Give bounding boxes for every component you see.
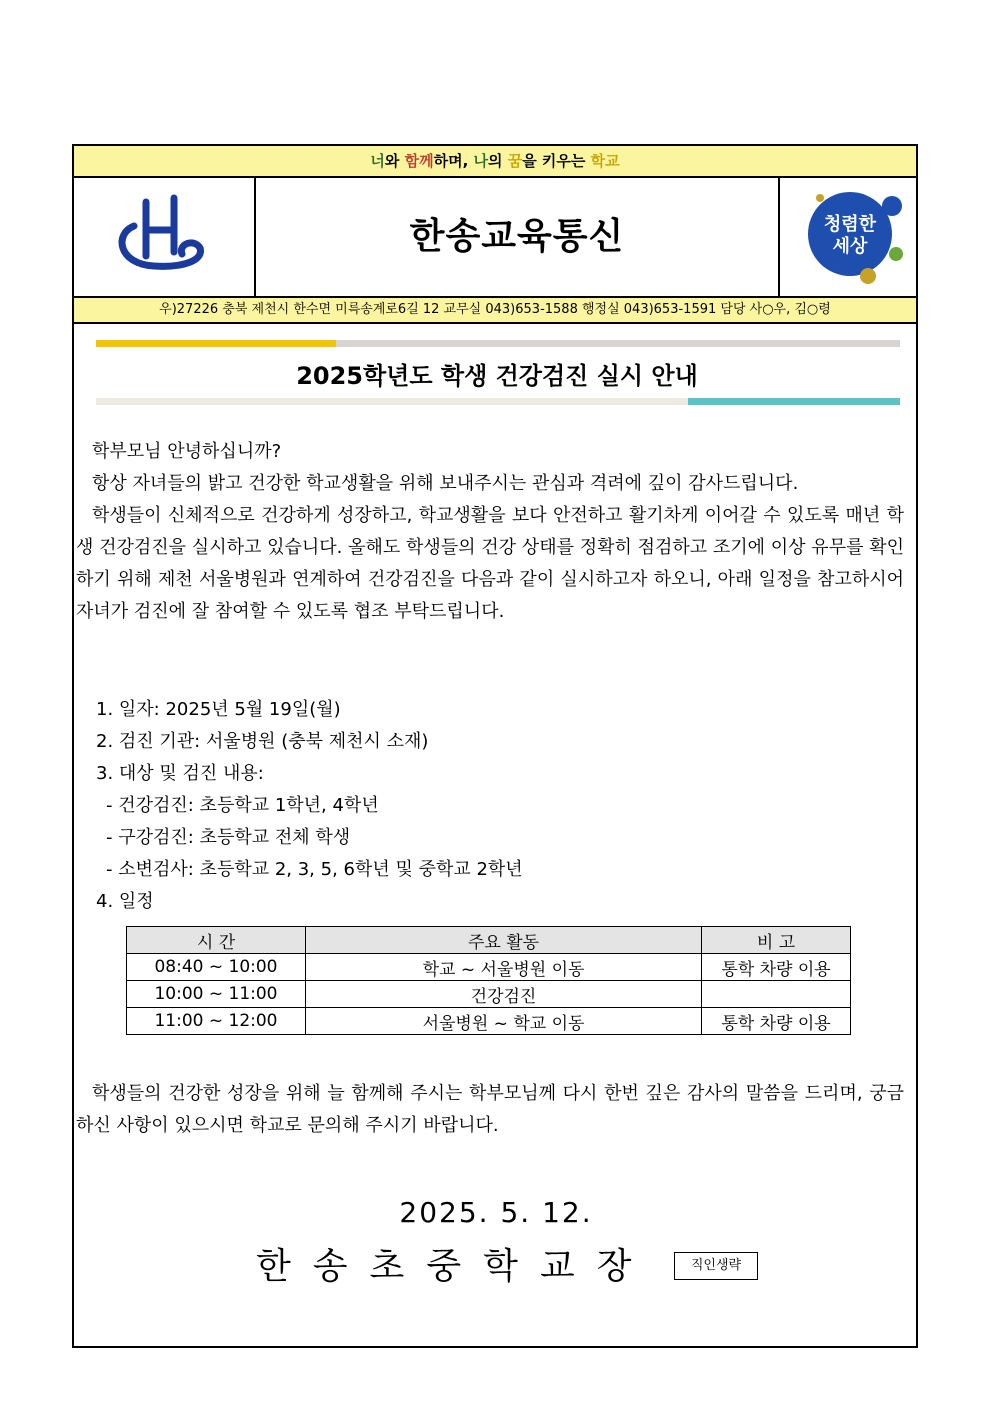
table-row xyxy=(127,954,851,981)
schedule-header-row xyxy=(127,927,851,954)
title-bar-top-yellow xyxy=(96,340,336,347)
letter-body xyxy=(76,436,904,628)
item-sub-urine: - 소변검사: 초등학교 2, 3, 5, 6학년 및 중학교 2학년 xyxy=(106,859,523,880)
item-sub-checkup: - 건강검진: 초등학교 1학년, 4학년 xyxy=(106,795,379,816)
school-logo-icon xyxy=(74,178,254,296)
cell-activity: 서울병원 ~ 학교 이동 xyxy=(306,1008,702,1035)
cell-note xyxy=(702,981,851,1008)
table-row xyxy=(127,981,851,1008)
emblem-text-line: 세상 xyxy=(832,236,868,257)
principal-signature: 한송초중학교장 xyxy=(256,1246,654,1287)
cell-time: 10:00 ~ 11:00 xyxy=(127,981,306,1008)
slogan-part: 하며, xyxy=(433,152,474,170)
header-activity: 주요 활동 xyxy=(306,927,702,954)
paragraph-thanks: 항상 자녀들의 밝고 건강한 학교생활을 위해 보내주시는 관심과 격려에 깊이 감사드립니다. xyxy=(92,473,799,494)
header-note: 비 고 xyxy=(702,927,851,954)
item-schedule: 4. 일정 xyxy=(96,891,154,912)
cell-activity: 건강검진 xyxy=(306,981,702,1008)
slogan-part: 함께 xyxy=(404,152,434,170)
seal-omitted-stamp: 직인생략 xyxy=(674,1252,758,1280)
cell-activity: 학교 ~ 서울병원 이동 xyxy=(306,954,702,981)
slogan-part: 학교 xyxy=(590,152,620,170)
paragraph-intro: 학생들이 신체적으로 건강하게 성장하고, 학교생활을 보다 안전하고 활기차게 이어갈 수 있도록 매년 학생 건강검진을 실시하고 있습니다. 올해도 학생들의 건강 상태를 정확히 점검하고 조기에 이상 유무를 확인하기 위해 제천 서울병원과 연계하여 건강검진을 다음과 같이 실시하고자 하오니, 아래 일정을 참고하시어 자녀가 검진에 잘 참여할 수 있도록 협조 부탁드립니다. xyxy=(76,505,904,622)
schedule-table xyxy=(126,926,851,1035)
slogan-part: 너 xyxy=(370,152,385,170)
title-bar-bottom-teal xyxy=(688,398,900,405)
closing-paragraph: 학생들의 건강한 성장을 위해 늘 함께해 주시는 학부모님께 다시 한번 깊은 감사의 말씀을 드리며, 궁금하신 사항이 있으시면 학교로 문의해 주시기 바랍니다. xyxy=(76,1083,904,1136)
slogan-part: 나 xyxy=(473,152,488,170)
item-institution: 2. 검진 기관: 서울병원 (충북 제천시 소재) xyxy=(96,731,429,752)
integrity-emblem-icon xyxy=(780,178,916,296)
school-address: 우)27226 충북 제천시 한수면 미륵송계로6길 12 교무실 043)653-1588 행정실 043)653-1591 담당 사○우, 김○령 xyxy=(74,298,916,324)
newsletter-title: 한송교육통신 xyxy=(409,216,625,257)
letter-date: 2025. 5. 12. xyxy=(399,1196,593,1229)
cell-time: 11:00 ~ 12:00 xyxy=(127,1008,306,1035)
integrity-emblem-cell xyxy=(780,178,916,296)
school-slogan xyxy=(74,146,916,178)
table-row xyxy=(127,1008,851,1035)
emblem-text-line: 청렴한 xyxy=(823,214,877,235)
item-sub-dental: - 구강검진: 초등학교 전체 학생 xyxy=(106,827,351,848)
school-logo-cell xyxy=(74,178,256,296)
slogan-part: 을 키우는 xyxy=(522,152,591,170)
item-target: 3. 대상 및 검진 내용: xyxy=(96,763,264,784)
cell-note: 통학 차량 이용 xyxy=(702,954,851,981)
slogan-part: 꿈 xyxy=(507,152,523,170)
newsletter-header xyxy=(74,178,916,298)
title-bar-bottom-beige xyxy=(96,398,688,405)
newsletter-title-cell xyxy=(256,178,780,296)
closing-block xyxy=(76,1078,904,1142)
header-time: 시 간 xyxy=(127,927,306,954)
title-bar-top-grey xyxy=(336,340,900,347)
slogan-part: 의 xyxy=(488,152,508,170)
cell-note: 통학 차량 이용 xyxy=(702,1008,851,1035)
slogan-part: 와 xyxy=(384,152,405,170)
item-date: 1. 일자: 2025년 5월 19일(월) xyxy=(96,699,341,720)
cell-time: 08:40 ~ 10:00 xyxy=(127,954,306,981)
greeting: 학부모님 안녕하십니까? xyxy=(92,441,282,462)
document-title: 2025학년도 학생 건강검진 실시 안내 xyxy=(296,362,698,390)
